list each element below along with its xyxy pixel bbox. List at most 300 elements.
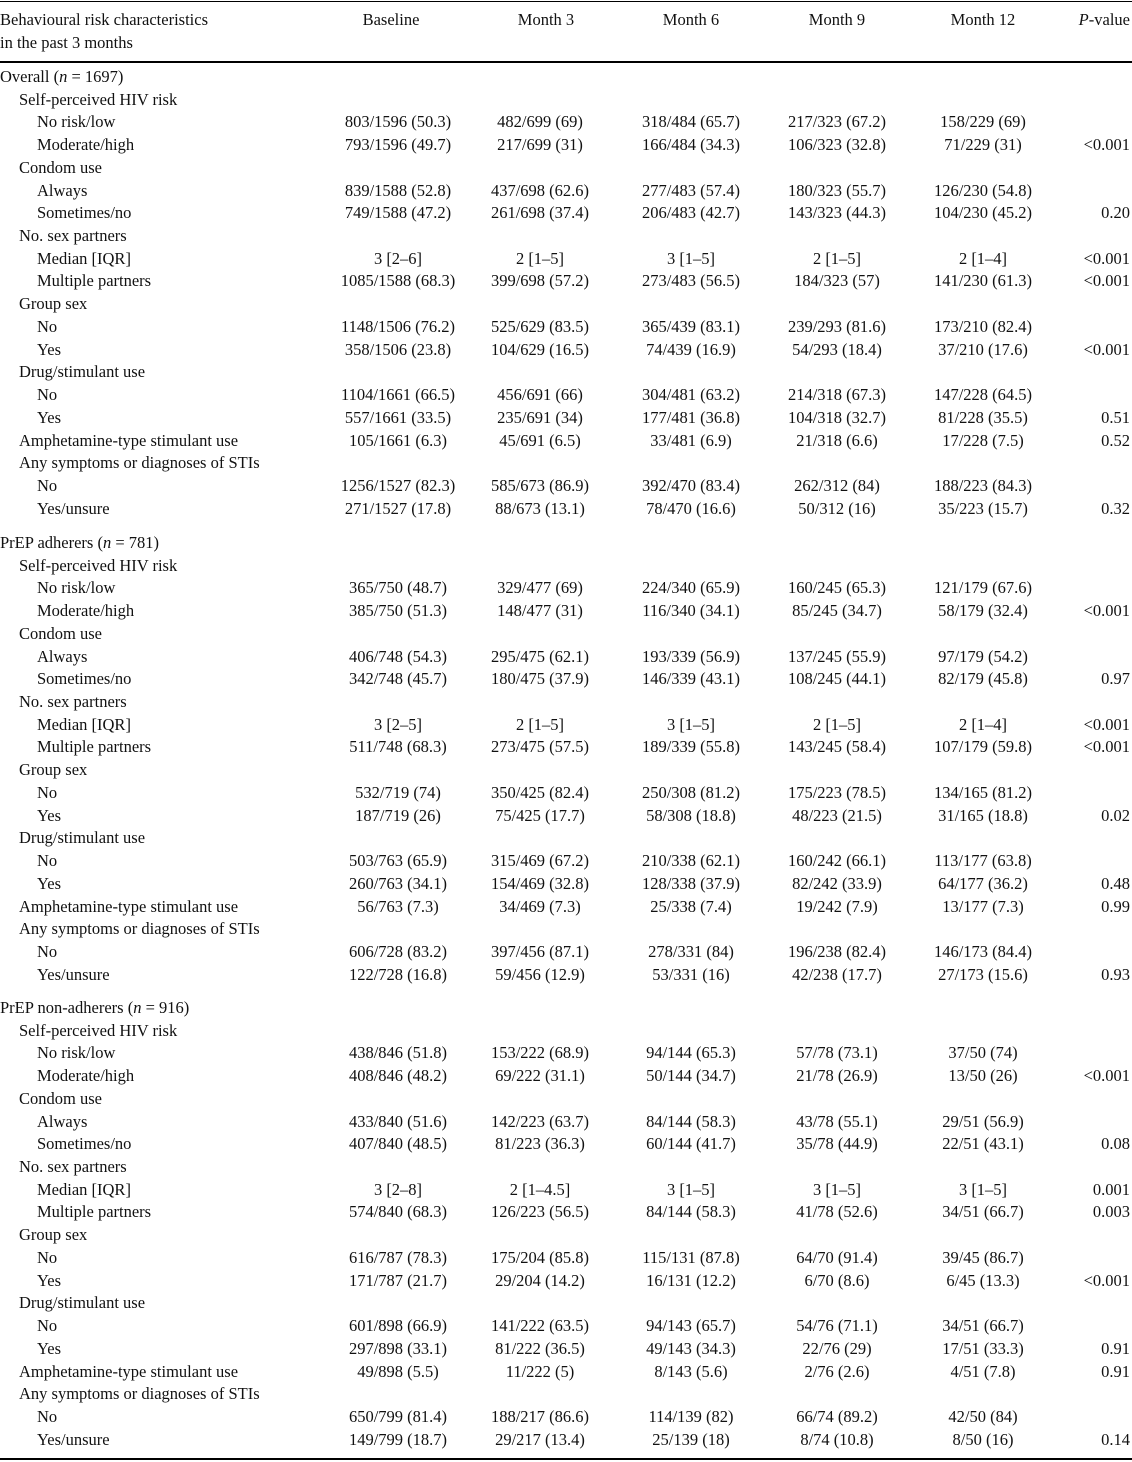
value-cell: 122/728 (16.8): [348, 964, 448, 984]
value-cell: 2 [1–5]: [515, 714, 565, 734]
section-title: [0, 532, 1132, 555]
row-label: No: [37, 941, 58, 961]
value-cell: 134/165 (81.2): [933, 782, 1033, 802]
value-cell: 585/673 (86.9): [490, 475, 590, 495]
value-cell: 34/51 (66.7): [942, 1202, 1024, 1222]
value-cell: 1256/1527 (82.3): [340, 475, 456, 495]
value-cell: 6/45 (13.3): [946, 1270, 1020, 1290]
table-row: [0, 1111, 1132, 1134]
value-cell: 177/481 (36.8): [641, 407, 741, 427]
row-label: Sometimes/no: [37, 203, 132, 223]
row-label: No risk/low: [37, 112, 116, 132]
value-cell: 142/223 (63.7): [490, 1111, 590, 1131]
subheading-label: Drug/stimulant use: [19, 362, 146, 382]
table-row: [0, 1201, 1132, 1224]
subheading-label: Drug/stimulant use: [19, 1293, 146, 1313]
value-cell: 13/50 (26): [948, 1066, 1018, 1086]
value-cell: 17/51 (33.3): [942, 1338, 1024, 1358]
value-cell: 25/338 (7.4): [650, 896, 732, 916]
value-cell: 2 [1–5]: [812, 248, 862, 268]
value-cell: 511/748 (68.3): [349, 737, 447, 757]
table-subheading-row: [0, 157, 1132, 180]
subheading-label: Drug/stimulant use: [19, 828, 146, 848]
value-cell: 121/179 (67.6): [933, 578, 1033, 598]
value-cell: 104/230 (45.2): [933, 203, 1033, 223]
row-label: Moderate/high: [37, 1066, 135, 1086]
section-title: [0, 66, 1132, 89]
p-value-cell: 0.02: [1101, 805, 1130, 825]
value-cell: 3 [2–8]: [373, 1179, 423, 1199]
p-value-cell: 0.003: [1092, 1202, 1130, 1222]
value-cell: 48/223 (21.5): [792, 805, 882, 825]
p-value-cell: 0.51: [1101, 407, 1130, 427]
subheading-label: Condom use: [19, 623, 102, 643]
value-cell: 2 [1–4]: [958, 714, 1008, 734]
p-value-cell: <0.001: [1083, 248, 1130, 268]
table-row: [0, 1338, 1132, 1361]
table-subheading-row: [0, 1020, 1132, 1043]
value-cell: 64/70 (91.4): [796, 1247, 878, 1267]
value-cell: 84/144 (58.3): [646, 1202, 736, 1222]
value-cell: 88/673 (13.1): [495, 498, 585, 518]
p-value-cell: 0.48: [1101, 873, 1130, 893]
value-cell: 2 [1–5]: [515, 248, 565, 268]
value-cell: 8/74 (10.8): [800, 1429, 874, 1449]
header-pvalue-suffix: -value: [1088, 10, 1130, 29]
row-label: No: [37, 1316, 58, 1336]
table-row: [0, 180, 1132, 203]
section-title-suffix: = 781): [111, 533, 160, 552]
value-cell: 616/787 (78.3): [348, 1247, 448, 1267]
value-cell: 58/179 (32.4): [938, 601, 1028, 621]
value-cell: 188/217 (86.6): [490, 1406, 590, 1426]
table-row: [0, 896, 1132, 919]
value-cell: 29/51 (56.9): [942, 1111, 1024, 1131]
value-cell: 2 [1–4.5]: [509, 1179, 571, 1199]
value-cell: 71/229 (31): [944, 135, 1022, 155]
table-row: [0, 941, 1132, 964]
value-cell: 8/143 (5.6): [654, 1361, 728, 1381]
table-row: [0, 714, 1132, 737]
value-cell: 154/469 (32.8): [490, 873, 590, 893]
section-title-suffix: = 1697): [67, 67, 124, 86]
value-cell: 329/477 (69): [497, 578, 583, 598]
row-label: Multiple partners: [37, 737, 152, 757]
value-cell: 22/51 (43.1): [942, 1134, 1024, 1154]
value-cell: 54/293 (18.4): [792, 339, 882, 359]
value-cell: 37/50 (74): [948, 1043, 1018, 1063]
row-label: No: [37, 1406, 58, 1426]
value-cell: 58/308 (18.8): [646, 805, 736, 825]
value-cell: 158/229 (69): [940, 112, 1026, 132]
value-cell: 1085/1588 (68.3): [340, 271, 456, 291]
value-cell: 97/179 (54.2): [938, 646, 1028, 666]
table-subheading-row: [0, 691, 1132, 714]
value-cell: 295/475 (62.1): [490, 646, 590, 666]
value-cell: 433/840 (51.6): [348, 1111, 448, 1131]
value-cell: 2 [1–4]: [958, 248, 1008, 268]
value-cell: 350/425 (82.4): [490, 782, 590, 802]
p-value-cell: <0.001: [1083, 1066, 1130, 1086]
section-title: [0, 997, 1132, 1020]
row-label: No: [37, 1247, 58, 1267]
value-cell: 3 [1–5]: [666, 1179, 716, 1199]
p-value-cell: <0.001: [1083, 1270, 1130, 1290]
value-cell: 214/318 (67.3): [787, 385, 887, 405]
p-value-cell: 0.93: [1101, 964, 1130, 984]
value-cell: 74/439 (16.9): [646, 339, 736, 359]
value-cell: 114/139 (82): [648, 1406, 734, 1426]
p-value-cell: <0.001: [1083, 339, 1130, 359]
value-cell: 160/242 (66.1): [787, 851, 887, 871]
value-cell: 171/787 (21.7): [348, 1270, 448, 1290]
value-cell: 4/51 (7.8): [950, 1361, 1016, 1381]
row-label: Amphetamine-type stimulant use: [19, 430, 239, 450]
value-cell: 147/228 (64.5): [933, 385, 1033, 405]
section-title-label: [0, 532, 159, 555]
value-cell: 175/223 (78.5): [787, 782, 887, 802]
p-value-cell: 0.32: [1101, 498, 1130, 518]
p-value-cell: 0.91: [1101, 1361, 1130, 1381]
value-cell: 42/50 (84): [948, 1406, 1018, 1426]
value-cell: 17/228 (7.5): [942, 430, 1024, 450]
value-cell: 54/76 (71.1): [796, 1316, 878, 1336]
header-col-month6: Month 6: [662, 10, 720, 29]
row-label: Sometimes/no: [37, 669, 132, 689]
row-label: Median [IQR]: [37, 248, 131, 268]
value-cell: 34/469 (7.3): [499, 896, 581, 916]
subheading-label: Group sex: [19, 294, 88, 314]
value-cell: 406/748 (54.3): [348, 646, 448, 666]
subheading-label: No. sex partners: [19, 692, 127, 712]
value-cell: 49/143 (34.3): [646, 1338, 736, 1358]
table-subheading-row: [0, 1224, 1132, 1247]
p-value-cell: 0.91: [1101, 1338, 1130, 1358]
table-row: [0, 1133, 1132, 1156]
value-cell: 50/312 (16): [798, 498, 876, 518]
p-value-cell: 0.97: [1101, 669, 1130, 689]
value-cell: 173/210 (82.4): [933, 316, 1033, 336]
p-value-cell: 0.001: [1092, 1179, 1130, 1199]
value-cell: 35/78 (44.9): [796, 1134, 878, 1154]
table-subheading-row: [0, 1383, 1132, 1406]
table-subheading-row: [0, 225, 1132, 248]
value-cell: 143/323 (44.3): [787, 203, 887, 223]
table-subheading-row: [0, 1292, 1132, 1315]
value-cell: 82/242 (33.9): [792, 873, 882, 893]
value-cell: 1104/1661 (66.5): [341, 385, 455, 405]
header-col-month3: Month 3: [517, 10, 575, 29]
header-col-month12: Month 12: [950, 10, 1016, 29]
value-cell: 273/483 (56.5): [641, 271, 741, 291]
value-cell: 141/222 (63.5): [490, 1316, 590, 1336]
header-pvalue-italic: P: [1078, 10, 1089, 29]
value-cell: 250/308 (81.2): [641, 782, 741, 802]
subheading-label: Self-perceived HIV risk: [19, 89, 178, 109]
value-cell: 81/222 (36.5): [495, 1338, 585, 1358]
value-cell: 184/323 (57): [794, 271, 880, 291]
value-cell: 3 [1–5]: [812, 1179, 862, 1199]
value-cell: 297/898 (33.1): [348, 1338, 448, 1358]
value-cell: 438/846 (51.8): [348, 1043, 448, 1063]
value-cell: 21/318 (6.6): [796, 430, 878, 450]
table-row: [0, 1315, 1132, 1338]
value-cell: 650/799 (81.4): [348, 1406, 448, 1426]
value-cell: 304/481 (63.2): [641, 385, 741, 405]
value-cell: 104/629 (16.5): [490, 339, 590, 359]
row-label: No: [37, 385, 58, 405]
value-cell: 196/238 (82.4): [787, 941, 887, 961]
subheading-label: Group sex: [19, 1225, 88, 1245]
value-cell: 45/691 (6.5): [499, 430, 581, 450]
table-row: [0, 498, 1132, 521]
table-subheading-row: [0, 555, 1132, 578]
p-value-cell: 0.52: [1101, 430, 1130, 450]
table-row: [0, 475, 1132, 498]
table-row: [0, 600, 1132, 623]
value-cell: 261/698 (37.4): [490, 203, 590, 223]
row-label: Always: [37, 646, 88, 666]
table-row: [0, 270, 1132, 293]
value-cell: 21/78 (26.9): [796, 1066, 878, 1086]
table-row: [0, 111, 1132, 134]
value-cell: 94/144 (65.3): [646, 1043, 736, 1063]
section-title-label: [0, 66, 123, 89]
value-cell: 84/144 (58.3): [646, 1111, 736, 1131]
value-cell: 143/245 (58.4): [787, 737, 887, 757]
p-value-cell: <0.001: [1083, 601, 1130, 621]
table-subheading-row: [0, 1156, 1132, 1179]
row-label: No risk/low: [37, 578, 116, 598]
subheading-label: Any symptoms or diagnoses of STIs: [19, 453, 260, 473]
subheading-label: Self-perceived HIV risk: [19, 555, 178, 575]
p-value-cell: 0.99: [1101, 896, 1130, 916]
row-label: Multiple partners: [37, 1202, 152, 1222]
value-cell: 278/331 (84): [648, 941, 734, 961]
table-subheading-row: [0, 1088, 1132, 1111]
row-label: No: [37, 851, 58, 871]
table-row: [0, 407, 1132, 430]
value-cell: 41/78 (52.6): [796, 1202, 878, 1222]
value-cell: 525/629 (83.5): [490, 316, 590, 336]
value-cell: 19/242 (7.9): [796, 896, 878, 916]
value-cell: 365/439 (83.1): [641, 316, 741, 336]
table-bottom-rule: [0, 1458, 1132, 1460]
value-cell: 141/230 (61.3): [933, 271, 1033, 291]
value-cell: 408/846 (48.2): [348, 1066, 448, 1086]
value-cell: 601/898 (66.9): [348, 1316, 448, 1336]
value-cell: 146/339 (43.1): [641, 669, 741, 689]
value-cell: 69/222 (31.1): [495, 1066, 585, 1086]
value-cell: 34/51 (66.7): [942, 1316, 1024, 1336]
value-cell: 277/483 (57.4): [641, 180, 741, 200]
value-cell: 385/750 (51.3): [348, 601, 448, 621]
section-title-prefix: PrEP adherers (: [0, 533, 103, 552]
table-row: [0, 430, 1132, 453]
row-label: Yes: [37, 407, 62, 427]
row-label: Yes/unsure: [37, 498, 110, 518]
value-cell: 189/339 (55.8): [641, 737, 741, 757]
value-cell: 128/338 (37.9): [641, 873, 741, 893]
table-row: [0, 577, 1132, 600]
value-cell: 503/763 (65.9): [348, 851, 448, 871]
table-subheading-row: [0, 623, 1132, 646]
value-cell: 187/719 (26): [355, 805, 441, 825]
value-cell: 104/318 (32.7): [787, 407, 887, 427]
value-cell: 235/691 (34): [497, 407, 583, 427]
table-row: [0, 1429, 1132, 1452]
table-row: [0, 873, 1132, 896]
table-row: [0, 1065, 1132, 1088]
table-row: [0, 316, 1132, 339]
value-cell: 94/143 (65.7): [646, 1316, 736, 1336]
table-subheading-row: [0, 361, 1132, 384]
p-value-cell: <0.001: [1083, 714, 1130, 734]
value-cell: 749/1588 (47.2): [344, 203, 452, 223]
value-cell: 217/323 (67.2): [787, 112, 887, 132]
value-cell: 107/179 (59.8): [933, 737, 1033, 757]
value-cell: 392/470 (83.4): [641, 475, 741, 495]
value-cell: 146/173 (84.4): [933, 941, 1033, 961]
value-cell: 2 [1–5]: [812, 714, 862, 734]
value-cell: 260/763 (34.1): [348, 873, 448, 893]
table-row: [0, 1361, 1132, 1384]
value-cell: 75/425 (17.7): [495, 805, 585, 825]
value-cell: 126/223 (56.5): [490, 1202, 590, 1222]
row-label: Yes: [37, 873, 62, 893]
table-row: [0, 736, 1132, 759]
row-label: Amphetamine-type stimulant use: [19, 896, 239, 916]
value-cell: 365/750 (48.7): [348, 578, 448, 598]
value-cell: 78/470 (16.6): [646, 498, 736, 518]
row-label: Multiple partners: [37, 271, 152, 291]
value-cell: 793/1596 (49.7): [344, 135, 452, 155]
p-value-cell: 0.20: [1101, 203, 1130, 223]
value-cell: 82/179 (45.8): [938, 669, 1028, 689]
value-cell: 532/719 (74): [355, 782, 441, 802]
value-cell: 85/245 (34.7): [792, 601, 882, 621]
section-title-n: n: [133, 998, 142, 1017]
header-characteristics-line1: Behavioural risk characteristics: [0, 10, 208, 29]
value-cell: 180/475 (37.9): [490, 669, 590, 689]
row-label: Yes/unsure: [37, 1429, 110, 1449]
value-cell: 3 [2–6]: [373, 248, 423, 268]
value-cell: 217/699 (31): [497, 135, 583, 155]
value-cell: 210/338 (62.1): [641, 851, 741, 871]
value-cell: 3 [1–5]: [666, 714, 716, 734]
value-cell: 49/898 (5.5): [357, 1361, 439, 1381]
table-row: [0, 339, 1132, 362]
row-label: Median [IQR]: [37, 1179, 131, 1199]
subheading-label: Condom use: [19, 1088, 102, 1108]
table-row: [0, 1270, 1132, 1293]
table-row: [0, 964, 1132, 987]
row-label: Yes: [37, 805, 62, 825]
value-cell: 803/1596 (50.3): [344, 112, 452, 132]
row-label: Moderate/high: [37, 135, 135, 155]
value-cell: 137/245 (55.9): [787, 646, 887, 666]
subheading-label: Condom use: [19, 157, 102, 177]
subheading-label: Any symptoms or diagnoses of STIs: [19, 919, 260, 939]
value-cell: 193/339 (56.9): [641, 646, 741, 666]
header-col-baseline: Baseline: [362, 10, 420, 29]
row-label: No: [37, 316, 58, 336]
value-cell: 574/840 (68.3): [348, 1202, 448, 1222]
value-cell: 57/78 (73.1): [796, 1043, 878, 1063]
p-value-cell: <0.001: [1083, 737, 1130, 757]
row-label: Yes/unsure: [37, 964, 110, 984]
value-cell: 342/748 (45.7): [348, 669, 448, 689]
value-cell: 456/691 (66): [497, 385, 583, 405]
p-value-cell: <0.001: [1083, 135, 1130, 155]
table-subheading-row: [0, 89, 1132, 112]
value-cell: 29/217 (13.4): [495, 1429, 585, 1449]
value-cell: 25/139 (18): [652, 1429, 730, 1449]
row-label: No risk/low: [37, 1043, 116, 1063]
value-cell: 81/228 (35.5): [938, 407, 1028, 427]
table-subheading-row: [0, 293, 1132, 316]
value-cell: 407/840 (48.5): [348, 1134, 448, 1154]
value-cell: 148/477 (31): [497, 601, 583, 621]
table-row: [0, 782, 1132, 805]
table-row: [0, 1406, 1132, 1429]
value-cell: 3 [1–5]: [958, 1179, 1008, 1199]
value-cell: 3 [1–5]: [666, 248, 716, 268]
value-cell: 6/70 (8.6): [804, 1270, 870, 1290]
table-row: [0, 1247, 1132, 1270]
row-label: No: [37, 782, 58, 802]
table-row: [0, 668, 1132, 691]
value-cell: 53/331 (16): [652, 964, 730, 984]
value-cell: 557/1661 (33.5): [344, 407, 452, 427]
value-cell: 16/131 (12.2): [646, 1270, 736, 1290]
value-cell: 318/484 (65.7): [641, 112, 741, 132]
value-cell: 105/1661 (6.3): [348, 430, 448, 450]
value-cell: 108/245 (44.1): [787, 669, 887, 689]
subheading-label: Group sex: [19, 760, 88, 780]
value-cell: 224/340 (65.9): [641, 578, 741, 598]
section-title-suffix: = 916): [141, 998, 190, 1017]
value-cell: 60/144 (41.7): [646, 1134, 736, 1154]
table-row: [0, 646, 1132, 669]
table-row: [0, 1179, 1132, 1202]
section-title-n: n: [59, 67, 68, 86]
value-cell: 482/699 (69): [497, 112, 583, 132]
value-cell: 116/340 (34.1): [642, 601, 740, 621]
value-cell: 29/204 (14.2): [495, 1270, 585, 1290]
subheading-label: No. sex partners: [19, 1157, 127, 1177]
value-cell: 397/456 (87.1): [490, 941, 590, 961]
value-cell: 126/230 (54.8): [933, 180, 1033, 200]
value-cell: 33/481 (6.9): [650, 430, 732, 450]
value-cell: 3 [2–5]: [373, 714, 423, 734]
value-cell: 27/173 (15.6): [938, 964, 1028, 984]
row-label: Median [IQR]: [37, 714, 131, 734]
subheading-label: Self-perceived HIV risk: [19, 1020, 178, 1040]
value-cell: 37/210 (17.6): [938, 339, 1028, 359]
row-label: Yes: [37, 339, 62, 359]
value-cell: 50/144 (34.7): [646, 1066, 736, 1086]
section-title-label: [0, 997, 189, 1020]
value-cell: 160/245 (65.3): [787, 578, 887, 598]
row-label: Amphetamine-type stimulant use: [19, 1361, 239, 1381]
value-cell: 399/698 (57.2): [490, 271, 590, 291]
row-label: Yes: [37, 1338, 62, 1358]
value-cell: 106/323 (32.8): [787, 135, 887, 155]
value-cell: 175/204 (85.8): [490, 1247, 590, 1267]
table-subheading-row: [0, 918, 1132, 941]
value-cell: 66/74 (89.2): [796, 1406, 878, 1426]
